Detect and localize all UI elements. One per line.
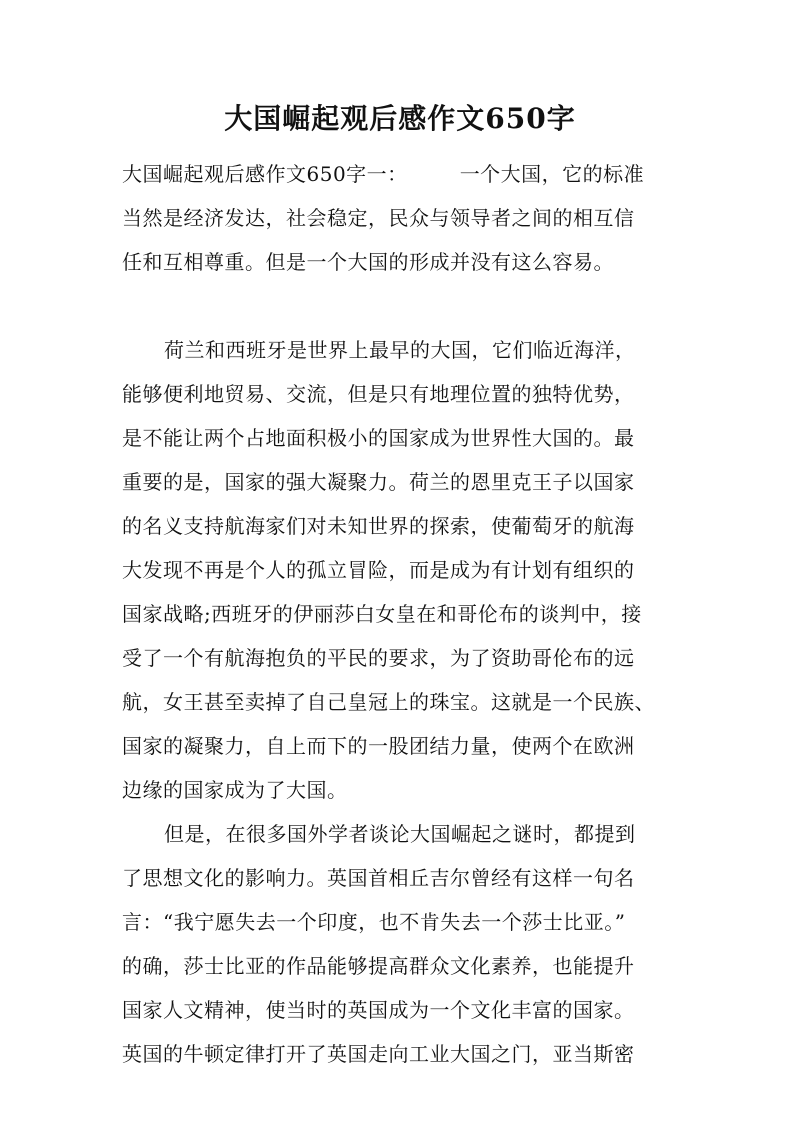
paragraph-line: 言：“我宁愿失去一个印度，也不肯失去一个莎士比亚。” [122, 910, 626, 934]
document-body [122, 152, 682, 1076]
intro-lead: 大国崛起观后感作文650字一： [122, 162, 408, 186]
paragraph-line: 但是，在很多国外学者谈论大国崛起之谜时，都提到 [164, 822, 636, 846]
paragraph-line: 荷兰和西班牙是世界上最早的大国，它们临近海洋， [164, 338, 636, 362]
paragraph-line: 受了一个有航海抱负的平民的要求，为了资助哥伦布的远 [122, 646, 635, 670]
paragraph-line: 是不能让两个占地面积极小的国家成为世界性大国的。最 [122, 426, 635, 450]
paragraph-line: 的名义支持航海家们对未知世界的探索，使葡萄牙的航海 [122, 514, 635, 538]
paragraph-line: 国家的凝聚力，自上而下的一股团结力量，使两个在欧洲 [122, 734, 635, 758]
intro-lead-rest: 一个大国，它的标准 [459, 162, 645, 186]
paragraph-line: 当然是经济发达，社会稳定，民众与领导者之间的相互信 [122, 206, 635, 230]
paragraph-line: 航，女王甚至卖掉了自己皇冠上的珠宝。这就是一个民族、 [122, 690, 655, 714]
paragraph-line: 的确，莎士比亚的作品能够提高群众文化素养，也能提升 [122, 954, 635, 978]
paragraph-line: 能够便利地贸易、交流，但是只有地理位置的独特优势， [122, 382, 635, 406]
document-title: 大国崛起观后感作文650字 [224, 102, 576, 135]
paragraph-line: 重要的是，国家的强大凝聚力。荷兰的恩里克王子以国家 [122, 470, 635, 494]
paragraph-line [122, 152, 682, 196]
paragraph-line: 大发现不再是个人的孤立冒险，而是成为有计划有组织的 [122, 558, 635, 582]
blank-line [122, 284, 682, 328]
paragraph-line: 了思想文化的影响力。英国首相丘吉尔曾经有这样一句名 [122, 866, 635, 890]
paragraph-line: 任和互相尊重。但是一个大国的形成并没有这么容易。 [122, 250, 614, 274]
paragraph-line: 边缘的国家成为了大国。 [122, 778, 348, 802]
paragraph-line: 国家人文精神，使当时的英国成为一个文化丰富的国家。 [122, 998, 635, 1022]
paragraph-line: 国家战略;西班牙的伊丽莎白女皇在和哥伦布的谈判中，接 [122, 602, 642, 626]
paragraph-line: 英国的牛顿定律打开了英国走向工业大国之门，亚当斯密 [122, 1042, 635, 1066]
